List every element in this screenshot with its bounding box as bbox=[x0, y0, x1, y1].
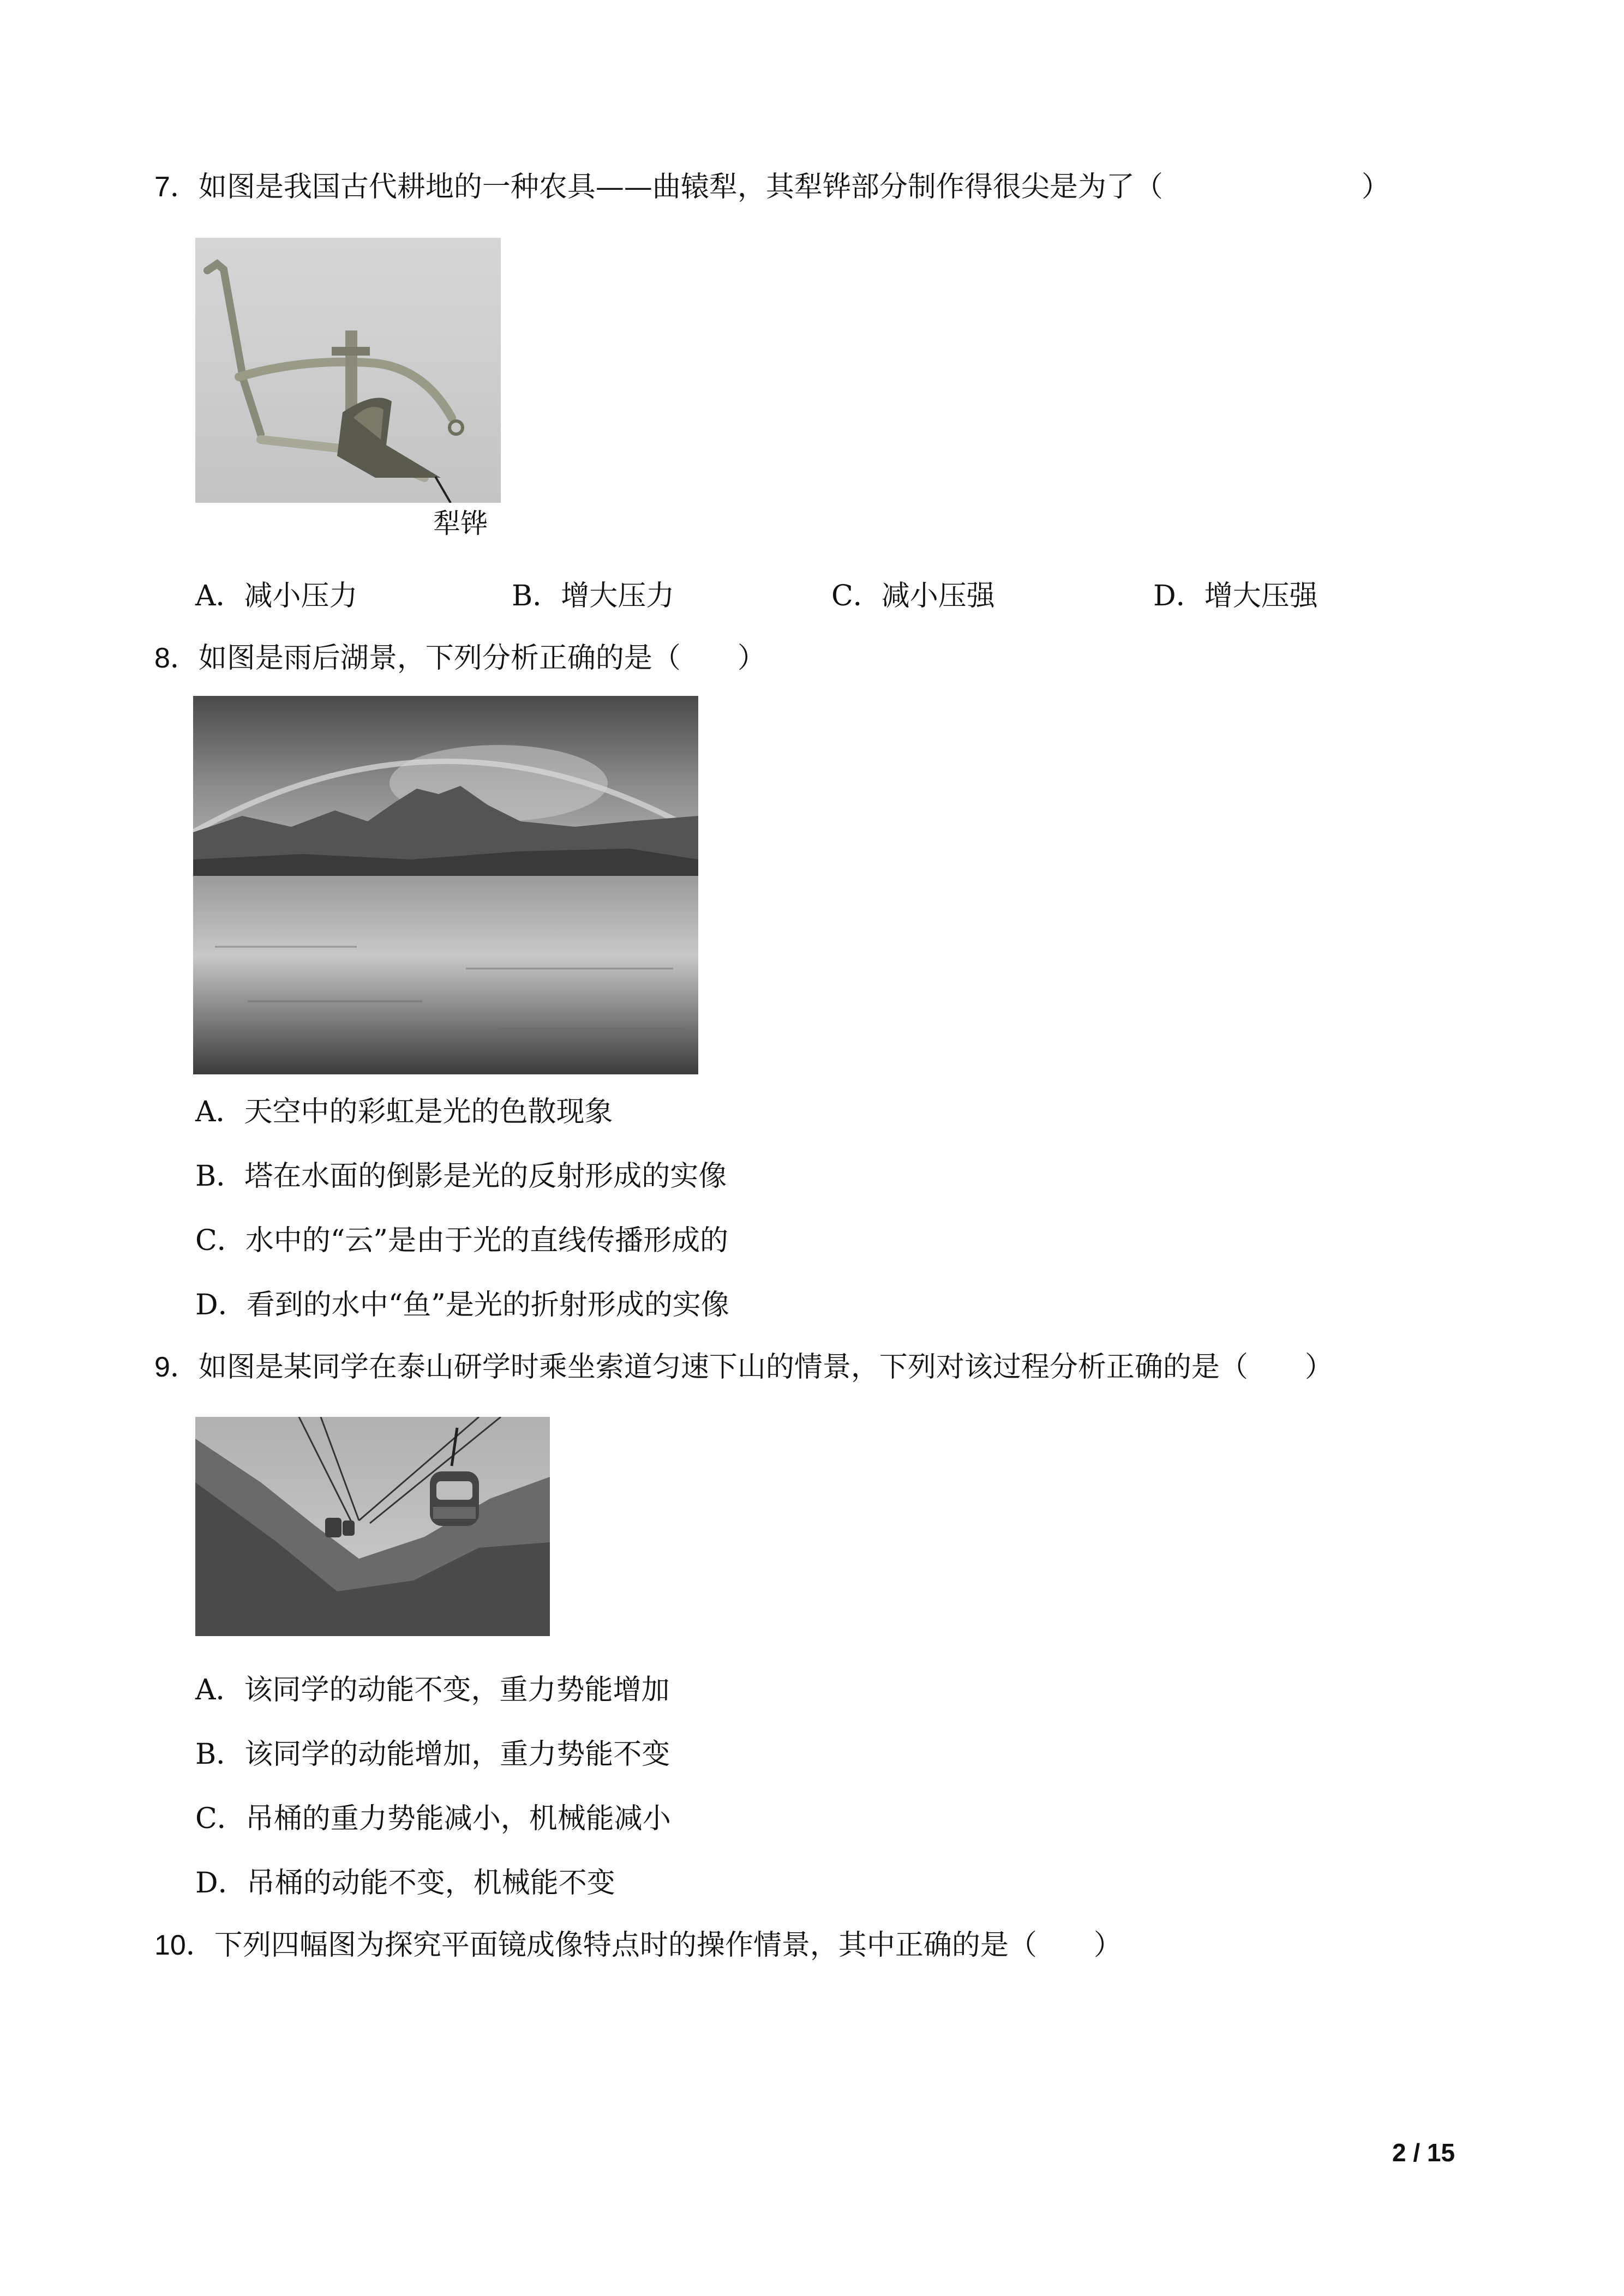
option-d: D．看到的水中“鱼”是光的折射形成的实像 bbox=[195, 1289, 729, 1321]
option-b: B．塔在水面的倒影是光的反射形成的实像 bbox=[195, 1160, 727, 1193]
option-a: A．减小压力 bbox=[195, 580, 358, 612]
question-number: 10． bbox=[154, 1930, 214, 1961]
question-text: 下列四幅图为探究平面镜成像特点时的操作情景，其中正确的是（ ） bbox=[214, 1929, 1122, 1962]
question-8 bbox=[154, 639, 766, 677]
option-c: C．减小压强 bbox=[831, 580, 995, 612]
question-number: 7． bbox=[154, 171, 199, 203]
question-9 bbox=[154, 1348, 1333, 1386]
option-c: C．吊桶的重力势能减小，机械能减小 bbox=[195, 1802, 671, 1835]
question-10 bbox=[154, 1926, 1122, 1964]
option-b: B．增大压力 bbox=[512, 580, 675, 612]
question-number: 8． bbox=[154, 642, 199, 674]
lake-image bbox=[193, 696, 698, 1074]
option-a: A．天空中的彩虹是光的色散现象 bbox=[195, 1096, 613, 1128]
option-b: B．该同学的动能增加，重力势能不变 bbox=[195, 1738, 670, 1771]
option-a: A．该同学的动能不变，重力势能增加 bbox=[195, 1674, 670, 1706]
question-number: 9． bbox=[154, 1351, 199, 1383]
option-d: D．吊桶的动能不变，机械能不变 bbox=[195, 1867, 615, 1900]
question-text: 如图是某同学在泰山研学时乘坐索道匀速下山的情景，下列对该过程分析正确的是（ ） bbox=[198, 1351, 1333, 1384]
question-text: 如图是雨后湖景，下列分析正确的是（ ） bbox=[198, 642, 766, 675]
question-text: 如图是我国古代耕地的一种农具——曲辕犁，其犁铧部分制作得很尖是为了（ ） bbox=[198, 171, 1390, 203]
plow-image bbox=[195, 238, 501, 503]
question-7 bbox=[154, 168, 1390, 206]
option-d: D．增大压强 bbox=[1153, 580, 1318, 612]
page-number: 2 / 15 bbox=[1392, 2138, 1455, 2167]
option-c: C．水中的“云”是由于光的直线传播形成的 bbox=[195, 1224, 728, 1257]
figure-label-plowshare: 犁铧 bbox=[433, 508, 488, 539]
cable-car-image bbox=[195, 1417, 550, 1636]
